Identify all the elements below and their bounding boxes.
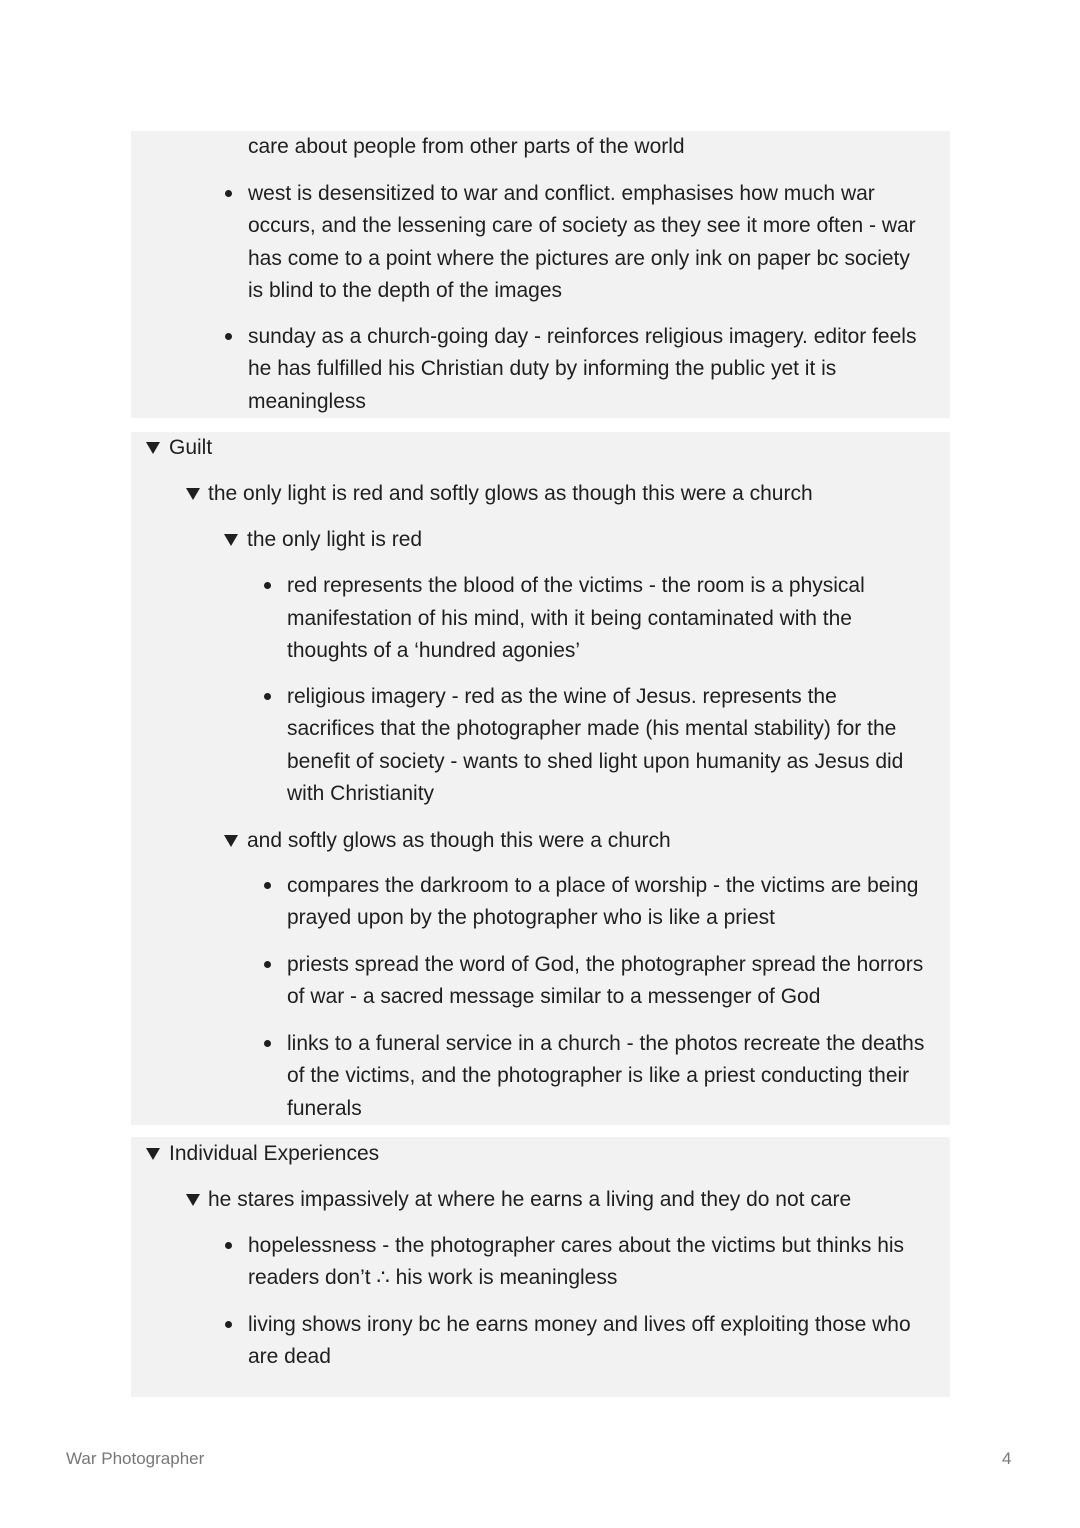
text-line: has come to a point where the pictures are only ink on paper bc society: [248, 247, 910, 270]
subheading-line: the only light is red and softly glows as though this were a church: [208, 482, 813, 505]
collapse-triangle-icon[interactable]: [224, 835, 238, 847]
text-line: links to a funeral service in a church - the photos recreate the deaths: [287, 1032, 925, 1055]
subheading-line: he stares impassively at where he earns a living and they do not care: [208, 1188, 852, 1211]
text-line: religious imagery - red as the wine of Jesus. represents the: [287, 685, 837, 708]
section-heading-individual-experiences: Individual Experiences: [169, 1142, 380, 1165]
text-line: compares the darkroom to a place of worship - the victims are being: [287, 874, 919, 897]
text-line: thoughts of a ‘hundred agonies’: [287, 639, 581, 662]
text-line: occurs, and the lessening care of society as they see it more often - war: [248, 214, 916, 237]
text-line: of the victims, and the photographer is like a priest conducting their: [287, 1064, 910, 1087]
text-line: red represents the blood of the victims - the room is a physical: [287, 574, 865, 597]
bullet-icon: [225, 333, 232, 340]
text-line: sacrifices that the photographer made (his mental stability) for the: [287, 717, 897, 740]
text-line: priests spread the word of God, the photographer spread the horrors: [287, 953, 924, 976]
text-line: hopelessness - the photographer cares about the victims but thinks his: [248, 1234, 905, 1257]
text-line: are dead: [248, 1345, 331, 1368]
collapse-triangle-icon[interactable]: [146, 1148, 160, 1160]
text-line: funerals: [287, 1097, 362, 1120]
text-line: with Christianity: [287, 782, 435, 805]
bullet-icon: [264, 582, 271, 589]
bullet-icon: [225, 190, 232, 197]
page-number: 4: [1002, 1449, 1012, 1468]
text-line: meaningless: [248, 390, 366, 413]
collapse-triangle-icon[interactable]: [186, 488, 200, 500]
text-line: benefit of society - wants to shed light upon humanity as Jesus did: [287, 750, 904, 773]
section-heading-guilt: Guilt: [169, 436, 213, 459]
text-line: of war - a sacred message similar to a messenger of God: [287, 985, 821, 1008]
bullet-icon: [264, 882, 271, 889]
text-line: manifestation of his mind, with it being contaminated with the: [287, 607, 852, 630]
collapse-triangle-icon[interactable]: [146, 442, 160, 454]
text-line: sunday as a church-going day - reinforces religious imagery. editor feels: [248, 325, 917, 348]
subheading-line: and softly glows as though this were a church: [247, 829, 671, 852]
bullet-icon: [264, 693, 271, 700]
bullet-icon: [264, 961, 271, 968]
text-line: prayed upon by the photographer who is like a priest: [287, 906, 775, 929]
text-line: readers don’t ∴ his work is meaningless: [248, 1266, 618, 1289]
subheading-line: the only light is red: [247, 528, 423, 551]
footer-document-title: War Photographer: [66, 1449, 205, 1468]
text-line: is blind to the depth of the images: [248, 279, 563, 302]
collapse-triangle-icon[interactable]: [224, 534, 238, 546]
collapse-triangle-icon[interactable]: [186, 1194, 200, 1206]
bullet-icon: [264, 1040, 271, 1047]
text-line: he has fulfilled his Christian duty by informing the public yet it is: [248, 357, 837, 380]
text-line: care about people from other parts of the world: [248, 135, 685, 158]
bullet-icon: [225, 1242, 232, 1249]
text-line: west is desensitized to war and conflict. emphasises how much war: [248, 182, 875, 205]
text-line: living shows irony bc he earns money and lives off exploiting those who: [248, 1313, 911, 1336]
bullet-icon: [225, 1321, 232, 1328]
